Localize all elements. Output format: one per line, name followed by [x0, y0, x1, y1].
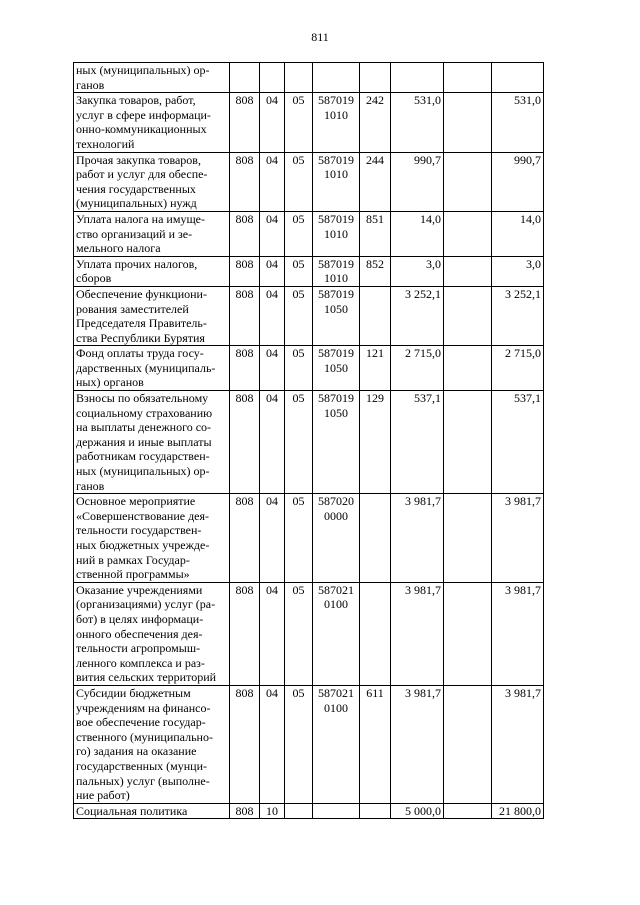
cell-amount: 990,7: [391, 152, 444, 211]
cell-target-article: 587019 1010: [313, 93, 360, 152]
cell-amount: 3 981,7: [391, 494, 444, 583]
cell-target-article: 587019 1050: [313, 391, 360, 494]
cell-blank: [444, 391, 492, 494]
cell-expense-type: [360, 286, 391, 345]
cell-target-article: 587021 0100: [313, 582, 360, 685]
cell-grbs: 808: [230, 346, 260, 391]
cell-subsection: 05: [285, 685, 313, 803]
cell-section: 04: [260, 582, 285, 685]
cell-name: Социальная политика: [74, 803, 230, 819]
budget-table: [73, 62, 544, 819]
cell-subsection: 05: [285, 93, 313, 152]
cell-amount-total: 990,7: [492, 152, 544, 211]
cell-subsection: 05: [285, 152, 313, 211]
cell-target-article: 587019 1010: [313, 211, 360, 256]
cell-amount-total: 21 800,0: [492, 803, 544, 819]
cell-section: 10: [260, 803, 285, 819]
cell-target-article: 587019 1010: [313, 152, 360, 211]
cell-target-article: 587020 0000: [313, 494, 360, 583]
table-row: [74, 494, 544, 583]
cell-amount-total: 3 252,1: [492, 286, 544, 345]
cell-amount-total: 2 715,0: [492, 346, 544, 391]
cell-amount: 537,1: [391, 391, 444, 494]
cell-amount: 531,0: [391, 93, 444, 152]
cell-section: 04: [260, 494, 285, 583]
cell-name: ных (муниципальных) ор- ганов: [74, 63, 230, 93]
cell-amount-total: 14,0: [492, 211, 544, 256]
cell-section: 04: [260, 93, 285, 152]
cell-amount: 14,0: [391, 211, 444, 256]
cell-section: 04: [260, 152, 285, 211]
cell-blank: [444, 494, 492, 583]
table-row: [74, 391, 544, 494]
cell-blank: [444, 256, 492, 286]
cell-target-article: 587019 1050: [313, 286, 360, 345]
cell-amount: 3 981,7: [391, 582, 444, 685]
table-row: [74, 63, 544, 93]
cell-blank: [444, 63, 492, 93]
cell-target-article: 587019 1010: [313, 256, 360, 286]
cell-section: 04: [260, 346, 285, 391]
table-row: [74, 256, 544, 286]
cell-target-article: [313, 63, 360, 93]
cell-grbs: 808: [230, 152, 260, 211]
cell-amount-total: 3 981,7: [492, 494, 544, 583]
cell-grbs: 808: [230, 391, 260, 494]
cell-amount: 3,0: [391, 256, 444, 286]
cell-name: Взносы по обязательному социальному страхованию на выплаты денежного со- держания и иные выплаты работникам государствен- ных (муниципальных) ор- ганов: [74, 391, 230, 494]
cell-subsection: 05: [285, 286, 313, 345]
cell-amount-total: 3,0: [492, 256, 544, 286]
cell-blank: [444, 685, 492, 803]
cell-name: Закупка товаров, работ, услуг в сфере информаци- онно-коммуникационных технологий: [74, 93, 230, 152]
cell-expense-type: [360, 803, 391, 819]
cell-blank: [444, 346, 492, 391]
cell-amount-total: 3 981,7: [492, 685, 544, 803]
cell-expense-type: [360, 494, 391, 583]
cell-expense-type: 121: [360, 346, 391, 391]
cell-expense-type: 242: [360, 93, 391, 152]
cell-target-article: [313, 803, 360, 819]
cell-subsection: [285, 803, 313, 819]
cell-grbs: 808: [230, 256, 260, 286]
cell-grbs: 808: [230, 494, 260, 583]
cell-amount-total: 531,0: [492, 93, 544, 152]
cell-section: 04: [260, 256, 285, 286]
cell-amount-total: 3 981,7: [492, 582, 544, 685]
cell-amount: 2 715,0: [391, 346, 444, 391]
table-row: [74, 803, 544, 819]
cell-section: 04: [260, 211, 285, 256]
cell-subsection: [285, 63, 313, 93]
cell-blank: [444, 93, 492, 152]
cell-grbs: 808: [230, 211, 260, 256]
cell-section: 04: [260, 685, 285, 803]
cell-amount: [391, 63, 444, 93]
cell-amount-total: [492, 63, 544, 93]
cell-grbs: 808: [230, 286, 260, 345]
cell-subsection: 05: [285, 494, 313, 583]
cell-subsection: 05: [285, 582, 313, 685]
table-row: [74, 346, 544, 391]
cell-name: Фонд оплаты труда госу- дарственных (муниципаль- ных) органов: [74, 346, 230, 391]
cell-expense-type: 852: [360, 256, 391, 286]
cell-target-article: 587019 1050: [313, 346, 360, 391]
cell-name: Уплата налога на имуще- ство организаций и зе- мельного налога: [74, 211, 230, 256]
table-row: [74, 93, 544, 152]
cell-grbs: 808: [230, 93, 260, 152]
cell-subsection: 05: [285, 346, 313, 391]
cell-subsection: 05: [285, 391, 313, 494]
table-row: [74, 152, 544, 211]
cell-grbs: [230, 63, 260, 93]
cell-amount-total: 537,1: [492, 391, 544, 494]
cell-amount: 3 252,1: [391, 286, 444, 345]
table-row: [74, 582, 544, 685]
table-row: [74, 286, 544, 345]
cell-section: 04: [260, 391, 285, 494]
cell-blank: [444, 803, 492, 819]
cell-expense-type: [360, 63, 391, 93]
cell-blank: [444, 152, 492, 211]
table-row: [74, 685, 544, 803]
cell-name: Обеспечение функциони- рования заместителей Председателя Правитель- ства Республики Бурятия: [74, 286, 230, 345]
cell-name: Основное мероприятие «Совершенствование дея- тельности государствен- ных бюджетных учрежде- ний в рамках Государ- ственной программы»: [74, 494, 230, 583]
cell-subsection: 05: [285, 256, 313, 286]
cell-name: Оказание учреждениями (организациями) услуг (ра- бот) в целях информаци- онного обеспечения дея- тельности агропромыш- ленного комплекса и раз- вития сельских территорий: [74, 582, 230, 685]
cell-name: Уплата прочих налогов, сборов: [74, 256, 230, 286]
cell-blank: [444, 286, 492, 345]
cell-blank: [444, 582, 492, 685]
cell-amount: 5 000,0: [391, 803, 444, 819]
cell-section: [260, 63, 285, 93]
cell-expense-type: 129: [360, 391, 391, 494]
cell-amount: 3 981,7: [391, 685, 444, 803]
cell-grbs: 808: [230, 685, 260, 803]
cell-expense-type: 244: [360, 152, 391, 211]
cell-name: Прочая закупка товаров, работ и услуг для обеспе- чения государственных (муниципальных) нужд: [74, 152, 230, 211]
table-row: [74, 211, 544, 256]
cell-blank: [444, 211, 492, 256]
cell-section: 04: [260, 286, 285, 345]
cell-expense-type: 851: [360, 211, 391, 256]
cell-target-article: 587021 0100: [313, 685, 360, 803]
page-number: 811: [311, 30, 329, 44]
cell-expense-type: [360, 582, 391, 685]
table-body: [74, 63, 544, 819]
cell-expense-type: 611: [360, 685, 391, 803]
cell-grbs: 808: [230, 803, 260, 819]
cell-grbs: 808: [230, 582, 260, 685]
cell-name: Субсидии бюджетным учреждениям на финансо- вое обеспечение государ- ственного (муниципально- го) задания на оказание государственных (мунци- пальных) услуг (выполне- ние работ): [74, 685, 230, 803]
cell-subsection: 05: [285, 211, 313, 256]
